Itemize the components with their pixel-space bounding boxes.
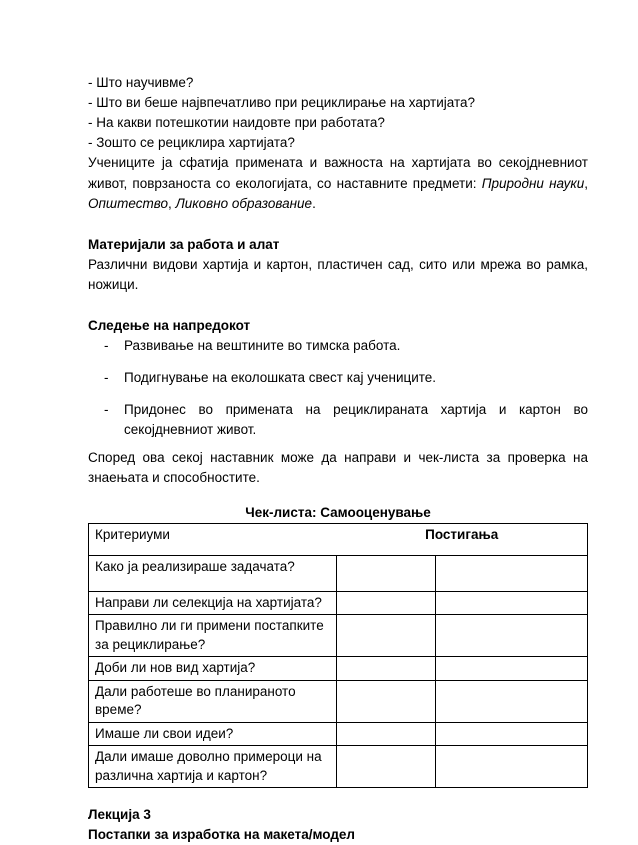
dash-bullet: - bbox=[104, 401, 109, 417]
achievement-cell bbox=[336, 657, 435, 681]
list-item bbox=[88, 368, 588, 388]
question-line: - Што научивме? bbox=[88, 75, 194, 90]
achievement-cell bbox=[336, 591, 435, 615]
subject-art-education: Ликовно образование bbox=[175, 196, 313, 211]
achievement-cell bbox=[336, 615, 435, 657]
lesson-title: Постапки за изработка на макета/модел bbox=[88, 827, 356, 842]
table-row bbox=[89, 722, 588, 746]
achievement-cell bbox=[435, 591, 587, 615]
list-item-text: Подигнување на еколошката свест кај учениците. bbox=[124, 369, 437, 385]
table-row bbox=[89, 555, 588, 591]
achievement-cell bbox=[435, 680, 587, 722]
criteria-cell: Направи ли селекција на хартијата? bbox=[89, 591, 337, 615]
table-row bbox=[89, 615, 588, 657]
criteria-cell: Како ја реализираше задачата? bbox=[89, 555, 337, 591]
table-row bbox=[89, 657, 588, 681]
dash-bullet: - bbox=[104, 337, 109, 353]
list-item-text: Придонес во примената на рециклираната хартија и картон во секојдневниот живот. bbox=[124, 401, 588, 437]
list-item bbox=[88, 400, 588, 440]
achievement-cell bbox=[336, 680, 435, 722]
question-line: - Што ви беше највпечатливо при рециклирање на хартијата? bbox=[88, 95, 476, 110]
checklist-note: Според ова секој наставник може да направи и чек-листа за проверка на знаењата и способностите. bbox=[88, 449, 588, 485]
lesson-section bbox=[88, 805, 588, 845]
period: . bbox=[312, 196, 316, 211]
subject-natural-sciences: Природни науки bbox=[481, 175, 585, 191]
subject-society: Општество bbox=[88, 196, 168, 211]
table-row bbox=[89, 591, 588, 615]
table-row bbox=[89, 680, 588, 722]
list-item bbox=[88, 336, 588, 356]
table-header-row bbox=[89, 523, 588, 555]
separator: , bbox=[168, 196, 176, 211]
dash-bullet: - bbox=[104, 369, 109, 385]
criteria-cell: Дали имаше доволно примероци на различна хартија и картон? bbox=[89, 746, 337, 788]
separator: , bbox=[584, 175, 588, 191]
achievement-cell bbox=[336, 722, 435, 746]
table-row bbox=[89, 746, 588, 788]
achievement-cell bbox=[435, 746, 587, 788]
question-line: - Зошто се рециклира хартијата? bbox=[88, 135, 295, 150]
header-criteria: Критериуми bbox=[89, 523, 337, 555]
achievement-cell bbox=[336, 746, 435, 788]
intro-paragraph bbox=[88, 153, 588, 215]
achievement-cell bbox=[435, 615, 587, 657]
intro-text: Учениците ја сфатија примената и важноста на хартијата во секојдневниот живот, поврзаноста со екологијата, со наставните предмети: bbox=[88, 155, 588, 191]
achievement-cell bbox=[435, 555, 587, 591]
achievement-cell bbox=[336, 555, 435, 591]
materials-text: Различни видови хартија и картон, пластичен сад, сито или мрежа во рамка, ножици. bbox=[88, 256, 588, 292]
header-achievement: Постигања bbox=[336, 523, 587, 555]
criteria-cell: Правилно ли ги примени постапките за рециклирање? bbox=[89, 615, 337, 657]
table-title: Чек-листа: Самооценување bbox=[245, 504, 431, 520]
achievement-cell bbox=[435, 722, 587, 746]
criteria-cell: Имаше ли свои идеи? bbox=[89, 722, 337, 746]
progress-heading: Следење на напредокот bbox=[88, 317, 251, 333]
achievement-cell bbox=[435, 657, 587, 681]
document-page bbox=[88, 73, 588, 845]
materials-heading: Материјали за работа и алат bbox=[88, 236, 280, 252]
criteria-cell: Дали работеше во планираното време? bbox=[89, 680, 337, 722]
list-item-text: Развивање на вештините во тимска работа. bbox=[124, 337, 401, 353]
question-line: - На какви потешкотии наидовте при работата? bbox=[88, 115, 385, 130]
criteria-cell: Доби ли нов вид хартија? bbox=[89, 657, 337, 681]
progress-list bbox=[88, 336, 588, 440]
lesson-number: Лекција 3 bbox=[88, 807, 151, 822]
reflection-questions bbox=[88, 73, 588, 153]
self-assessment-table bbox=[88, 523, 588, 789]
